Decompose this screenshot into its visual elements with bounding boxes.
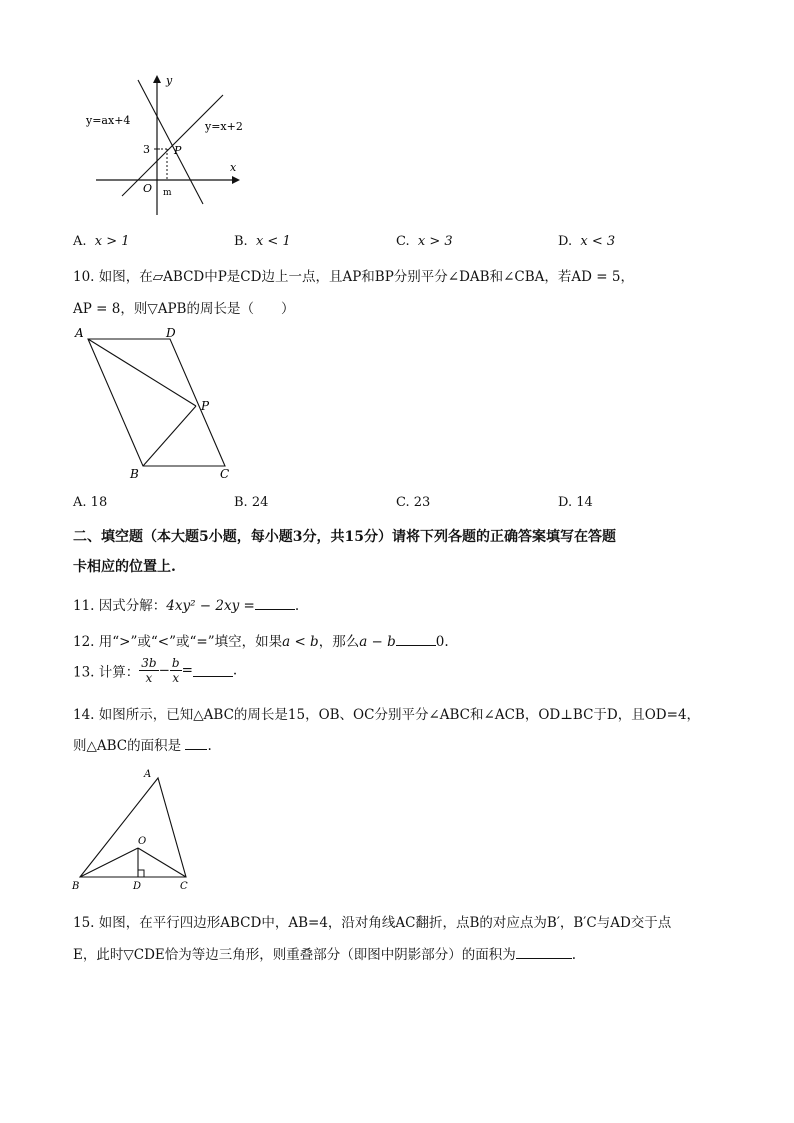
q10-option-b: B. 24 bbox=[234, 495, 269, 510]
q15-line2: E，此时▽CDE恰为等边三角形，则重叠部分（即图中阴影部分）的面积为 . bbox=[73, 947, 577, 963]
q12-answer-blank[interactable] bbox=[396, 633, 436, 646]
q12: 12. 用“>”或“<”或“=”填空，如果a < b，那么a − b 0. bbox=[73, 634, 449, 650]
q10-figure bbox=[70, 322, 240, 484]
q10-label-c: C bbox=[220, 467, 230, 481]
q10-option-a: A. 18 bbox=[73, 495, 108, 510]
section2-title-line1: 二、填空题（本大题5小题，每小题3分，共15分）请将下列各题的正确答案填写在答题 bbox=[73, 529, 616, 545]
q9-option-a: A. x > 1 bbox=[73, 234, 130, 249]
q10-option-d: D. 14 bbox=[558, 495, 593, 510]
graph-line2-label: y=x+2 bbox=[205, 120, 243, 133]
q10-label-b: B bbox=[130, 467, 139, 481]
q13-fraction-2: $\frac{b}{x}$ bbox=[171, 656, 180, 685]
q10-label-a: A bbox=[75, 326, 84, 340]
q14-label-c: C bbox=[180, 881, 188, 892]
q14-figure bbox=[66, 764, 196, 896]
q11-answer-blank[interactable] bbox=[255, 597, 295, 610]
q9-option-c: C. x > 3 bbox=[396, 234, 453, 249]
graph-tick-y: 3 bbox=[143, 143, 150, 156]
q9-option-b: B. x < 1 bbox=[234, 234, 291, 249]
q14-label-o: O bbox=[138, 836, 147, 847]
section2-title-line2: 卡相应的位置上. bbox=[73, 559, 176, 575]
q13-fraction-1: $\frac{3b}{x}$ bbox=[141, 656, 157, 685]
q11: 11. 因式分解：4xy² − 2xy = . bbox=[73, 598, 300, 614]
q13: 13. 计算： $\frac{3b}{x}$ − $\frac{b}{x}$ = . bbox=[73, 656, 238, 685]
graph-line1-label: y=ax+4 bbox=[86, 114, 131, 127]
graph-x-label: x bbox=[230, 161, 237, 174]
q15-line1: 15. 如图，在平行四边形ABCD中，AB=4，沿对角线AC翻折，点B的对应点为B′，B′C与AD交于点 bbox=[73, 915, 672, 931]
graph-origin-label: O bbox=[143, 182, 153, 195]
q10-line2: AP = 8，则▽APB的周长是（ ） bbox=[73, 301, 295, 317]
q14-line1: 14. 如图所示，已知△ABC的周长是15，OB、OC分别平分∠ABC和∠ACB，OD⊥BC于D，且OD=4， bbox=[73, 707, 701, 723]
q10-label-d: D bbox=[166, 326, 176, 340]
q14-label-d: D bbox=[133, 881, 142, 892]
graph-y-label: y bbox=[166, 74, 173, 87]
q14-label-b: B bbox=[72, 881, 80, 892]
graph-tick-x: m bbox=[163, 188, 172, 198]
graph-point-label: P bbox=[174, 144, 182, 157]
q14-answer-blank[interactable] bbox=[185, 737, 207, 750]
q10-label-p: P bbox=[201, 399, 210, 413]
q14-label-a: A bbox=[144, 769, 152, 780]
q10-option-c: C. 23 bbox=[396, 495, 431, 510]
q13-answer-blank[interactable] bbox=[193, 664, 233, 677]
q9-graph bbox=[80, 70, 250, 220]
q9-option-d: D. x < 3 bbox=[558, 234, 616, 249]
q10-line1: 10. 如图，在▱ABCD中P是CD边上一点，且AP和BP分别平分∠DAB和∠CBA，若AD = 5， bbox=[73, 269, 634, 285]
q15-answer-blank[interactable] bbox=[516, 946, 572, 959]
q14-line2: 则△ABC的面积是 . bbox=[73, 738, 212, 754]
